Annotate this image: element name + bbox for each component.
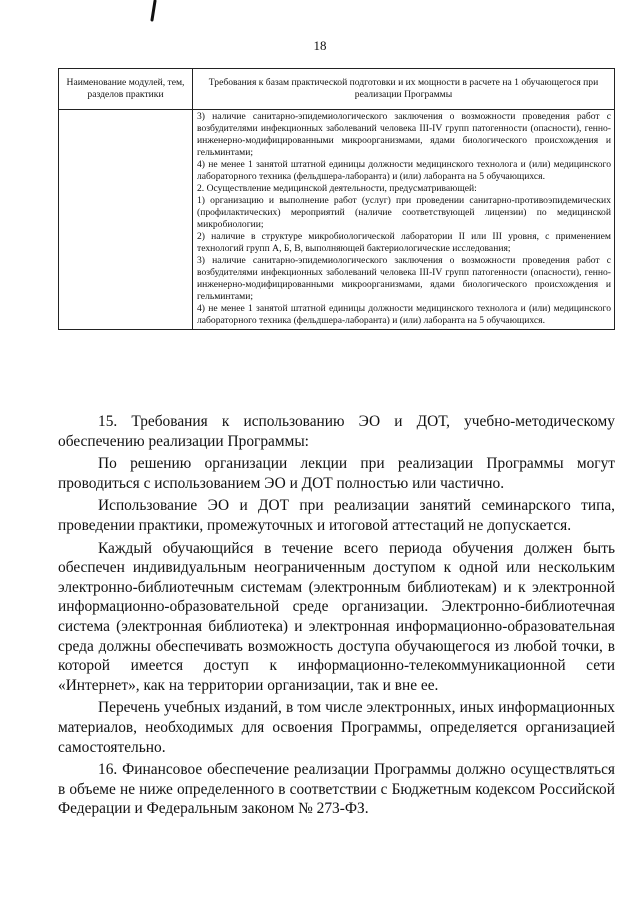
requirements-cell — [193, 110, 615, 330]
cell-line: 4) не менее 1 занятой штатной единицы должности медицинского технолога и (или) медицинского лабораторного техника (фельдшера-лаборанта) и (или) лаборанта на 5 обучающихся. — [197, 303, 611, 326]
cell-line: 2) наличие в структуре микробиологической лаборатории II или III уровня, с применением технологий групп А, Б, В, выполняющей бактериологические исследования; — [197, 231, 611, 254]
header-modules: Наименование модулей, тем, разделов практики — [59, 69, 193, 110]
body-text — [58, 412, 615, 822]
pen-mark — [146, 0, 160, 22]
paragraph: По решению организации лекции при реализации Программы могут проводиться с использованием ЭО и ДОТ полностью или частично. — [58, 455, 615, 492]
cell-line: 3) наличие санитарно-эпидемиологического заключения о возможности проведения работ с возбудителями инфекционных заболеваний человека III-IV групп патогенности (опасности), генно-инженерно-модифицированными микроорганизмами, ядами биологического происхождения и гельминтами; — [197, 111, 611, 158]
paragraph: Каждый обучающийся в течение всего периода обучения должен быть обеспечен индивидуальным неограниченным доступом к одной или нескольким электронно-библиотечным системам (электронным библиотекам) и к электронной информационно-образовательной среде организации. Электронно-библиотечная система (электронная библиотека) и электронная информационно-образовательная среда должны обеспечивать возможность доступа обучающегося из любой точки, в которой имеется доступ к информационно-телекоммуникационной сети «Интернет», как на территории организации, так и вне ее. — [58, 539, 615, 694]
cell-line: 2. Осуществление медицинской деятельности, предусматривающей: — [197, 183, 477, 194]
requirements-table — [58, 68, 615, 330]
paragraph: Перечень учебных изданий, в том числе электронных, иных информационных материалов, необходимых для освоения Программы, определяется организацией самостоятельно. — [58, 699, 615, 756]
section-15-heading: 15. Требования к использованию ЭО и ДОТ, учебно-методическому обеспечению реализации Программы: — [58, 413, 615, 450]
table-row — [59, 110, 615, 330]
section-16-paragraph: 16. Финансовое обеспечение реализации Программы должно осуществляться в объеме не ниже определенного в соответствии с Бюджетным кодексом Российской Федерации и Федеральным законом № 273-ФЗ. — [58, 761, 615, 818]
table-header-row — [59, 69, 615, 110]
cell-line: 4) не менее 1 занятой штатной единицы должности медицинского технолога и (или) медицинского лабораторного техника (фельдшера-лаборанта) и (или) лаборанта на 5 обучающихся. — [197, 159, 611, 182]
cell-line: 3) наличие санитарно-эпидемиологического заключения о возможности проведения работ с возбудителями инфекционных заболеваний человека III-IV групп патогенности (опасности), генно-инженерно-модифицированными микроорганизмами, ядами биологического происхождения и гельминтами; — [197, 255, 611, 302]
paragraph: Использование ЭО и ДОТ при реализации занятий семинарского типа, проведении практики, промежуточных и итоговой аттестаций не допускается. — [58, 497, 615, 534]
modules-cell — [59, 110, 193, 330]
cell-line: 1) организацию и выполнение работ (услуг) при проведении санитарно-противоэпидемических (профилактических) мероприятий (наличие соответствующей лицензии) по медицинской микробиологии; — [197, 195, 611, 230]
page-number: 18 — [313, 38, 327, 53]
header-requirements: Требования к базам практической подготовки и их мощности в расчете на 1 обучающегося при реализации Программы — [193, 69, 615, 110]
